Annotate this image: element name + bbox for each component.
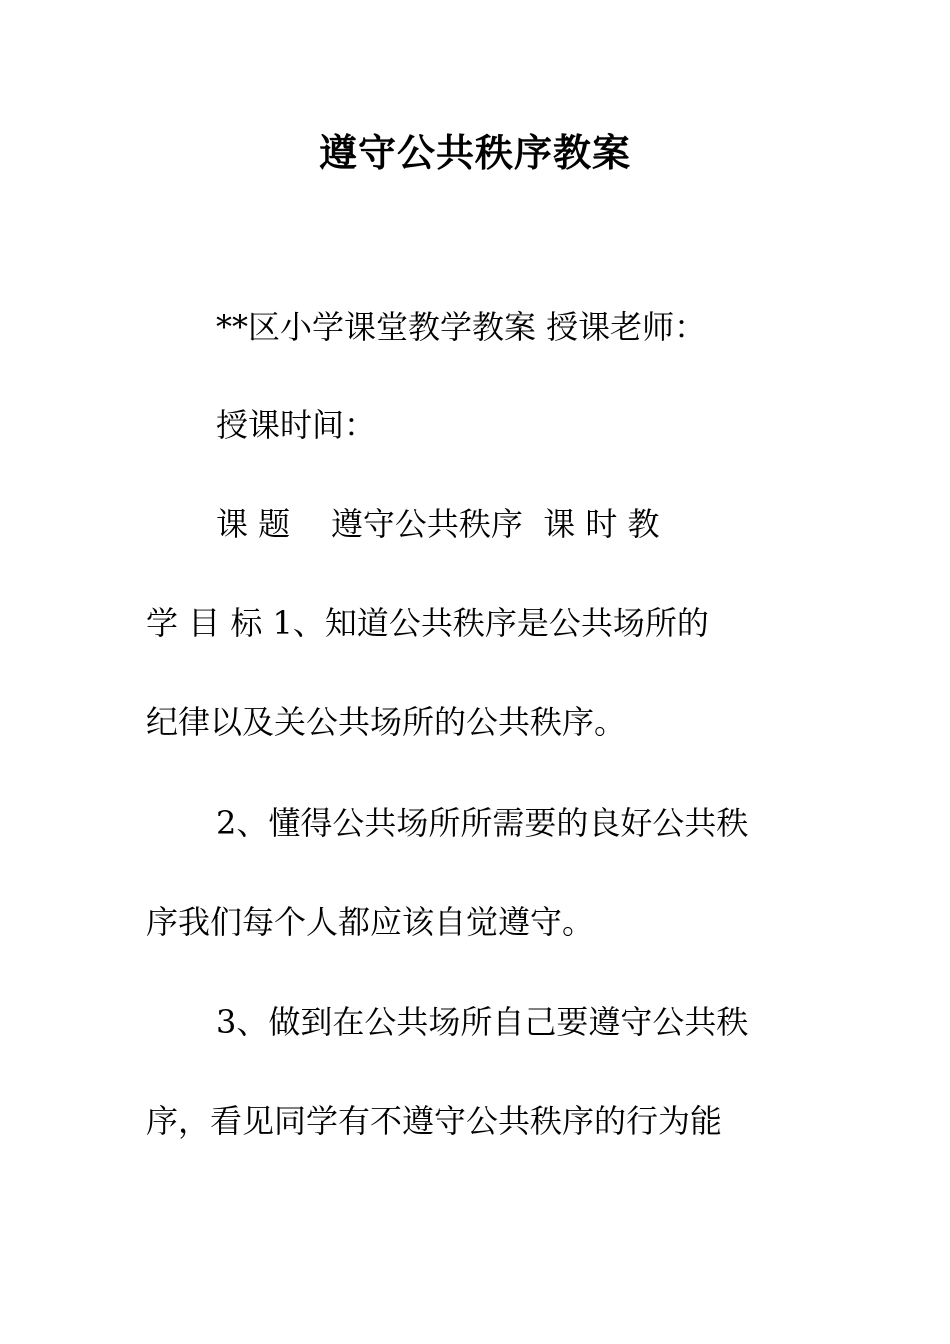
text-line-goal-1-cont: 纪律以及关公共场所的公共秩序。: [146, 703, 627, 741]
text-line-goal-3-cont: 序，看见同学有不遵守公共秩序的行为能: [146, 1102, 723, 1140]
text-line-school-teacher: **区小学课堂教学教案 授课老师：: [216, 308, 707, 346]
text-line-time: 授课时间：: [216, 406, 377, 444]
document-title: 遵守公共秩序教案: [318, 131, 631, 175]
text-line-goal-1: 学 目 标 1、知道公共秩序是公共场所的: [146, 604, 709, 642]
text-line-goal-2: 2、懂得公共场所所需要的良好公共秩: [216, 804, 749, 842]
text-line-goal-3: 3、做到在公共场所自己要遵守公共秩: [216, 1003, 749, 1041]
text-line-topic: 课 题 遵守公共秩序 课 时 教: [216, 505, 660, 543]
text-line-goal-2-cont: 序我们每个人都应该自觉遵守。: [146, 903, 595, 941]
